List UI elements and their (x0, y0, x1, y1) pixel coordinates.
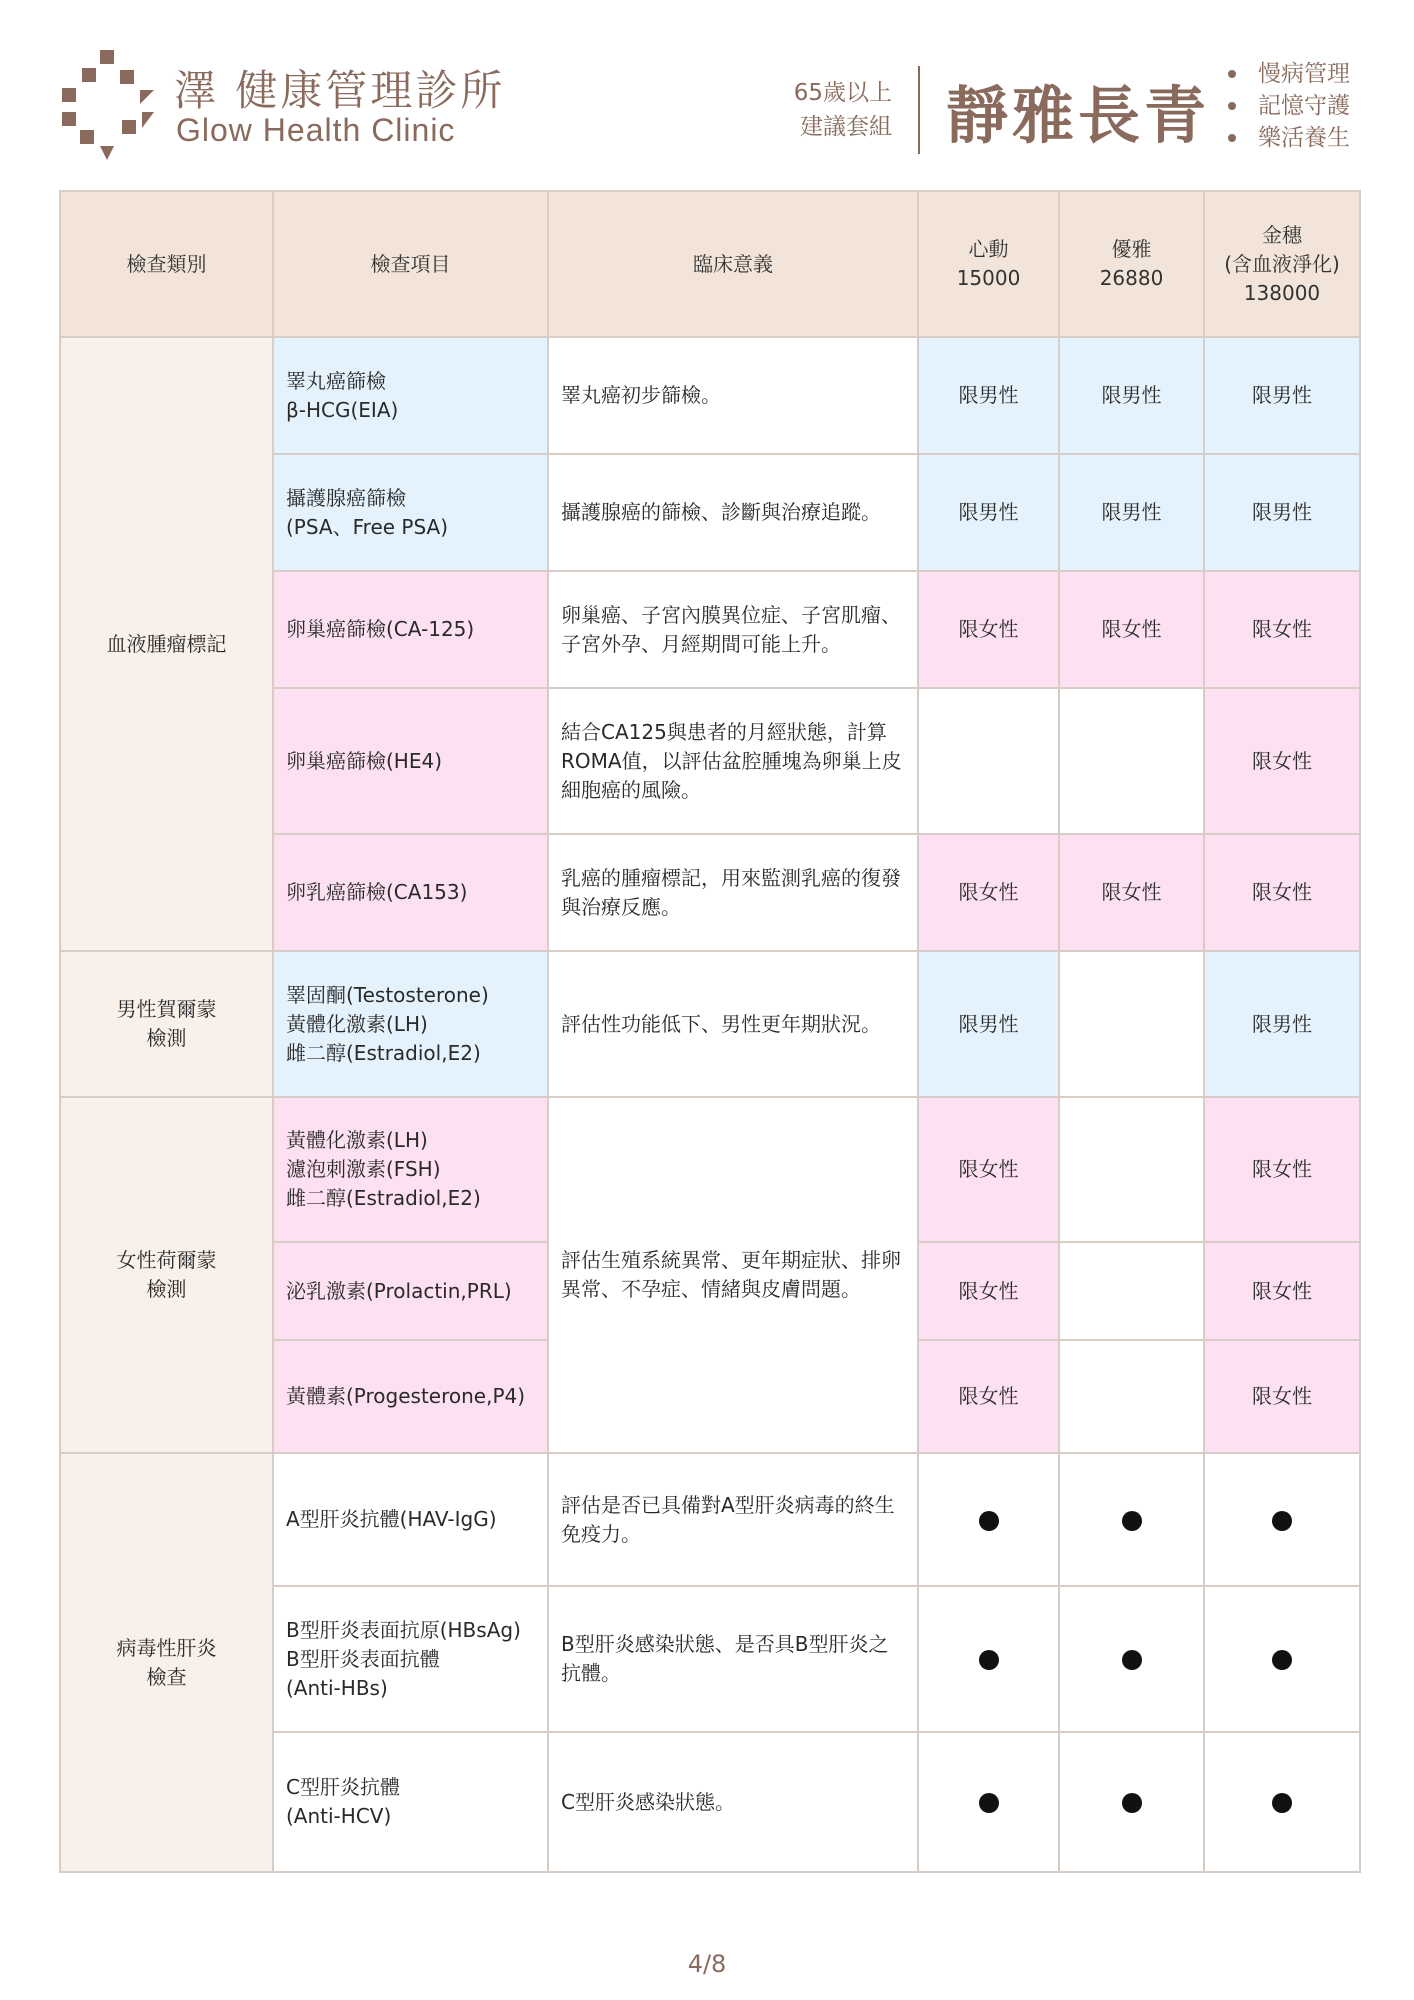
meaning-cell: 睪丸癌初步篩檢。 (548, 337, 918, 454)
item-cell: 黃體素(Progesterone,P4) (273, 1340, 548, 1453)
plan-1-cell: 限女性 (918, 1340, 1059, 1453)
table-row (60, 951, 1360, 1097)
meaning-cell: 評估性功能低下、男性更年期狀況。 (548, 951, 918, 1097)
included-dot-icon (1272, 1793, 1292, 1813)
meaning-cell: 評估生殖系統異常、更年期症狀、排卵異常、不孕症、情緒與皮膚問題。 (548, 1097, 918, 1453)
included-dot-icon (979, 1793, 999, 1813)
plan-2-cell (1059, 1097, 1204, 1242)
plan-1-cell: 限女性 (918, 571, 1059, 688)
plan-3-cell: 限女性 (1204, 1242, 1360, 1340)
plan-2-cell (1059, 1586, 1204, 1732)
plan-2-cell (1059, 1453, 1204, 1586)
page-header (0, 0, 1414, 190)
plan-2-cell (1059, 1242, 1204, 1340)
item-cell: 卵乳癌篩檢(CA153) (273, 834, 548, 951)
plan-2-cell: 限男性 (1059, 337, 1204, 454)
plan-3-cell: 限女性 (1204, 688, 1360, 834)
included-dot-icon (979, 1650, 999, 1670)
header-item: 檢查項目 (273, 191, 548, 337)
plan-1-cell: 限男性 (918, 951, 1059, 1097)
clinic-name-zh: 澤 健康管理診所 (174, 66, 506, 115)
header-category: 檢查類別 (60, 191, 273, 337)
plan-3-cell: 限男性 (1204, 454, 1360, 571)
table-row (60, 1097, 1360, 1242)
header-plan-1: 心動 15000 (918, 191, 1059, 337)
item-cell: A型肝炎抗體(HAV-IgG) (273, 1453, 548, 1586)
table-row (60, 337, 1360, 454)
feature-item: 樂活養生 (1222, 122, 1350, 154)
plan-1-cell (918, 1586, 1059, 1732)
plan-1-cell: 限女性 (918, 834, 1059, 951)
plan-1-cell: 限男性 (918, 454, 1059, 571)
category-cell: 血液腫瘤標記 (60, 337, 273, 951)
included-dot-icon (1122, 1793, 1142, 1813)
bullet-icon (1228, 134, 1236, 142)
table-header-row (60, 191, 1360, 337)
plan-2-cell: 限男性 (1059, 454, 1204, 571)
item-cell: 攝護腺癌篩檢 (PSA、Free PSA) (273, 454, 548, 571)
plan-1-cell (918, 1732, 1059, 1872)
feature-item: 記憶守護 (1222, 90, 1350, 122)
category-cell: 女性荷爾蒙 檢測 (60, 1097, 273, 1453)
plan-title: 靜雅長青 (946, 79, 1211, 152)
bullet-icon (1228, 102, 1236, 110)
meaning-cell: 評估是否已具備對A型肝炎病毒的終生免疫力。 (548, 1453, 918, 1586)
plan-1-cell: 限女性 (918, 1242, 1059, 1340)
plan-3-cell: 限女性 (1204, 1340, 1360, 1453)
item-cell: 睪固酮(Testosterone) 黃體化激素(LH) 雌二醇(Estradiol,E2) (273, 951, 548, 1097)
plan-3-cell: 限男性 (1204, 337, 1360, 454)
plan-1-cell: 限男性 (918, 337, 1059, 454)
header-plan-3: 金穗 (含血液淨化) 138000 (1204, 191, 1360, 337)
included-dot-icon (1272, 1511, 1292, 1531)
plan-2-cell: 限女性 (1059, 834, 1204, 951)
included-dot-icon (979, 1511, 999, 1531)
header-divider (918, 66, 920, 154)
exam-table-wrapper (59, 190, 1359, 1873)
bullet-icon (1228, 70, 1236, 78)
meaning-cell: 乳癌的腫瘤標記，用來監測乳癌的復發與治療反應。 (548, 834, 918, 951)
clinic-name-en: Glow Health Clinic (176, 112, 456, 148)
age-recommendation (780, 76, 892, 144)
feature-item: 慢病管理 (1222, 58, 1350, 90)
header-plan-2: 優雅 26880 (1059, 191, 1204, 337)
plan-3-cell (1204, 1453, 1360, 1586)
item-cell: C型肝炎抗體 (Anti-HCV) (273, 1732, 548, 1872)
plan-3-cell: 限女性 (1204, 571, 1360, 688)
plan-3-cell (1204, 1732, 1360, 1872)
item-cell: B型肝炎表面抗原(HBsAg) B型肝炎表面抗體 (Anti-HBs) (273, 1586, 548, 1732)
plan-2-cell (1059, 1732, 1204, 1872)
item-cell: 黃體化激素(LH) 濾泡刺激素(FSH) 雌二醇(Estradiol,E2) (273, 1097, 548, 1242)
table-row (60, 1453, 1360, 1586)
plan-1-cell (918, 688, 1059, 834)
age-line-1: 65歲以上 (793, 80, 892, 106)
category-cell: 病毒性肝炎 檢查 (60, 1453, 273, 1872)
plan-1-cell: 限女性 (918, 1097, 1059, 1242)
item-cell: 睪丸癌篩檢 β-HCG(EIA) (273, 337, 548, 454)
item-cell: 泌乳激素(Prolactin,PRL) (273, 1242, 548, 1340)
item-cell: 卵巢癌篩檢(CA-125) (273, 571, 548, 688)
plan-3-cell: 限男性 (1204, 951, 1360, 1097)
plan-3-cell (1204, 1586, 1360, 1732)
included-dot-icon (1122, 1650, 1142, 1670)
clinic-logo-icon (62, 50, 162, 160)
exam-table (59, 190, 1361, 1873)
included-dot-icon (1122, 1511, 1142, 1531)
item-cell: 卵巢癌篩檢(HE4) (273, 688, 548, 834)
meaning-cell: 結合CA125與患者的月經狀態，計算ROMA值，以評估盆腔腫塊為卵巢上皮細胞癌的風險。 (548, 688, 918, 834)
meaning-cell: C型肝炎感染狀態。 (548, 1732, 918, 1872)
meaning-cell: 卵巢癌、子宮內膜異位症、子宮肌瘤、子宮外孕、月經期間可能上升。 (548, 571, 918, 688)
plan-2-cell (1059, 1340, 1204, 1453)
age-line-2: 建議套組 (800, 114, 892, 140)
plan-2-cell (1059, 951, 1204, 1097)
meaning-cell: B型肝炎感染狀態、是否具B型肝炎之抗體。 (548, 1586, 918, 1732)
plan-2-cell (1059, 688, 1204, 834)
plan-1-cell (918, 1453, 1059, 1586)
page-number: 4/8 (687, 1950, 727, 1978)
header-meaning: 臨床意義 (548, 191, 918, 337)
feature-list (1222, 58, 1350, 154)
included-dot-icon (1272, 1650, 1292, 1670)
category-cell: 男性賀爾蒙 檢測 (60, 951, 273, 1097)
plan-3-cell: 限女性 (1204, 834, 1360, 951)
meaning-cell: 攝護腺癌的篩檢、診斷與治療追蹤。 (548, 454, 918, 571)
plan-2-cell: 限女性 (1059, 571, 1204, 688)
plan-3-cell: 限女性 (1204, 1097, 1360, 1242)
